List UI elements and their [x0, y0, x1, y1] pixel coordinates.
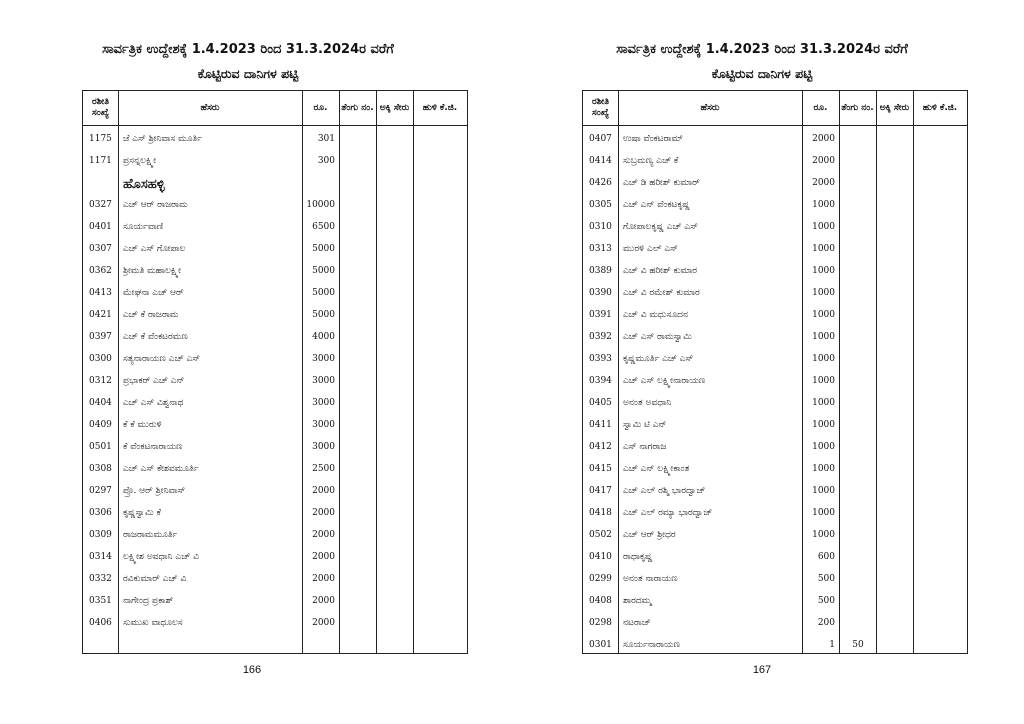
donor-name: ಗೋಪಾಲಕೃಷ್ಣ ಎಚ್ ಎಸ್ — [623, 222, 698, 232]
donor-name: ಎಚ್ ಎನ್ ಲಕ್ಷ್ಮೀಕಾಂತ — [623, 464, 690, 474]
amount-cell: 200 — [817, 618, 835, 628]
amount-cell: 1000 — [812, 332, 835, 342]
table-row — [83, 612, 467, 634]
receipt-number: 0300 — [89, 354, 112, 364]
table-row — [83, 216, 467, 238]
amount-cell: 5000 — [312, 288, 335, 298]
donor-table — [582, 90, 968, 654]
donor-name: ನಟರಾಜ್ — [623, 618, 651, 628]
receipt-number: 0417 — [589, 486, 612, 496]
table-row — [83, 502, 467, 524]
receipt-number: 0415 — [589, 464, 612, 474]
donor-name: ಎಚ್ ಆರ್ ಶ್ರೀಧರ — [623, 530, 676, 540]
receipt-number: 0411 — [589, 420, 612, 430]
receipt-number: 0312 — [89, 376, 112, 386]
receipt-number: 0406 — [89, 618, 112, 628]
table-row — [83, 524, 467, 546]
table-row — [83, 370, 467, 392]
table-row — [583, 172, 967, 194]
donor-name: ಪ್ರಸನ್ನಲಕ್ಷ್ಮೀ — [123, 156, 157, 166]
table-row — [583, 392, 967, 414]
amount-cell: 300 — [317, 156, 335, 166]
donor-name: ಉಷಾ ವೆಂಕಟರಾಮ್ — [623, 134, 683, 144]
receipt-number: 0405 — [589, 398, 612, 408]
donor-name: ಜೆ ಎಸ್ ಶ್ರೀನಿವಾಸ ಮೂರ್ತಿ — [123, 134, 202, 144]
header-name: ಹೆಸರು — [200, 102, 220, 113]
amount-cell: 5000 — [312, 244, 335, 254]
donor-name: ಲಕ್ಷ್ಮೀಶ ಅವಧಾನಿ ಎಚ್ ವಿ — [123, 552, 199, 562]
header-amount: ರೂ. — [813, 102, 828, 113]
receipt-number: 0401 — [89, 222, 112, 232]
receipt-number: 0327 — [89, 200, 112, 210]
donor-name: ಎಚ್ ಎಸ್ ಗೋಪಾಲ — [123, 244, 186, 254]
section-heading: ಹೊಸಹಳ್ಳಿ — [123, 177, 165, 192]
receipt-number: 0306 — [89, 508, 112, 518]
table-row — [83, 392, 467, 414]
receipt-number: 0389 — [589, 266, 612, 276]
page-title-line2: ಕೊಟ್ಟಿರುವ ದಾನಿಗಳ ಪಟ್ಟಿ — [711, 66, 813, 81]
donor-name: ಸುಮುಖ ವಾಧೂಲಸ — [123, 618, 183, 628]
table-row — [83, 194, 467, 216]
table-row — [583, 348, 967, 370]
donor-name: ಎಚ್ ವಿ ರಮೇಶ್ ಕುಮಾರ — [623, 288, 700, 298]
amount-cell: 1000 — [812, 442, 835, 452]
table-row — [583, 546, 967, 568]
table-row — [583, 458, 967, 480]
amount-cell: 1000 — [812, 376, 835, 386]
receipt-number: 0501 — [89, 442, 112, 452]
donor-name: ಕೆ ಕೆ ಮುರುಳಿ — [123, 420, 162, 430]
header-tamarind: ಹುಳಿ ಕೆ.ಜಿ. — [422, 102, 458, 113]
table-row — [83, 348, 467, 370]
amount-cell: 3000 — [312, 442, 335, 452]
amount-cell: 3000 — [312, 354, 335, 364]
header-receipt-no: ರಶೀತಿ ಸಂಖ್ಯೆ — [591, 97, 610, 118]
donor-name: ಪ್ರಭಾಕರ್ ಎಚ್ ಎನ್ — [123, 376, 185, 386]
table-row — [83, 568, 467, 590]
table-row — [583, 414, 967, 436]
donor-name: ಪ್ರೊ. ಆರ್ ಶ್ರೀನಿವಾಸ್ — [123, 486, 186, 496]
table-row — [83, 480, 467, 502]
receipt-number: 0297 — [89, 486, 112, 496]
table-row — [583, 634, 967, 656]
receipt-number: 0390 — [589, 288, 612, 298]
table-row — [583, 326, 967, 348]
receipt-number: 0308 — [89, 464, 112, 474]
table-row — [583, 436, 967, 458]
receipt-number: 0307 — [89, 244, 112, 254]
amount-cell: 2000 — [312, 530, 335, 540]
donor-name: ಅನಂತ ಅವಧಾನಿ — [623, 398, 672, 408]
amount-cell: 1000 — [812, 244, 835, 254]
amount-cell: 1000 — [812, 508, 835, 518]
table-row — [83, 326, 467, 348]
receipt-number: 0502 — [589, 530, 612, 540]
donor-name: ಎಚ್ ಎನ್ ವೆಂಕಟಕೃಷ್ಣ — [623, 200, 690, 210]
receipt-number: 0412 — [589, 442, 612, 452]
amount-cell: 2000 — [312, 486, 335, 496]
amount-cell: 4000 — [312, 332, 335, 342]
receipt-number: 0394 — [589, 376, 612, 386]
receipt-number: 0362 — [89, 266, 112, 276]
donor-name: ಶಾರದಮ್ಮ — [623, 596, 652, 606]
table-row — [583, 128, 967, 150]
amount-cell: 2500 — [312, 464, 335, 474]
donor-name: ಎಚ್ ವಿ ಮಧುಸೂದನ — [623, 310, 688, 320]
donor-name: ಎಚ್ ಎಸ್ ವಿಶ್ವನಾಥ — [123, 398, 184, 408]
donor-name: ಮೇಘನಾ ಎಚ್ ಆರ್ — [123, 288, 184, 298]
receipt-number: 0305 — [589, 200, 612, 210]
table-row — [83, 414, 467, 436]
table-row — [583, 282, 967, 304]
amount-cell: 3000 — [312, 398, 335, 408]
amount-cell: 2000 — [312, 508, 335, 518]
receipt-number: 0393 — [589, 354, 612, 364]
header-amount: ರೂ. — [313, 102, 328, 113]
amount-cell: 301 — [317, 134, 335, 144]
amount-cell: 1000 — [812, 222, 835, 232]
table-row — [83, 546, 467, 568]
donor-name: ಕೆ ವೆಂಕಟನಾರಾಯಣ — [123, 442, 183, 452]
receipt-number: 0408 — [589, 596, 612, 606]
receipt-number: 0310 — [589, 222, 612, 232]
page-title-line1: ಸಾರ್ವತ್ರಿಕ ಉದ್ದೇಶಕ್ಕೆ 1.4.2023 ರಿಂದ 31.3.2024ರ ವರೆಗೆ — [102, 42, 394, 57]
donor-name: ರವಿಕುಮಾರ್ ಎಚ್ ವಿ — [123, 574, 187, 584]
donor-name: ಸ್ವಾಮಿ ಟಿ ಎನ್ — [623, 420, 667, 430]
receipt-number: 0313 — [589, 244, 612, 254]
amount-cell: 500 — [817, 574, 835, 584]
page-number: 166 — [242, 664, 262, 676]
amount-cell: 1000 — [812, 398, 835, 408]
page-title-line1: ಸಾರ್ವತ್ರಿಕ ಉದ್ದೇಶಕ್ಕೆ 1.4.2023 ರಿಂದ 31.3.2024ರ ವರೆಗೆ — [616, 42, 908, 57]
receipt-number: 0421 — [89, 310, 112, 320]
amount-cell: 2000 — [812, 134, 835, 144]
donor-table — [82, 90, 468, 654]
donor-name: ಎಚ್ ವಿ ಹರೀಶ್ ಕುಮಾರ — [623, 266, 698, 276]
receipt-number: 0301 — [589, 640, 612, 650]
header-coconut: ತೆಂಗು ನಂ. — [841, 102, 874, 113]
receipt-number: 0314 — [89, 552, 112, 562]
amount-cell: 1000 — [812, 288, 835, 298]
table-row — [583, 150, 967, 172]
donor-name: ಕೃಷ್ಣಸ್ವಾಮಿ ಕೆ — [123, 508, 161, 518]
donor-name: ರಾಧಾಕೃಷ್ಣ — [623, 552, 653, 562]
amount-cell: 3000 — [312, 420, 335, 430]
coconut-cell: 50 — [852, 640, 864, 650]
table-row — [83, 260, 467, 282]
table-row — [83, 304, 467, 326]
amount-cell: 2000 — [812, 178, 835, 188]
table-row — [583, 524, 967, 546]
amount-cell: 1000 — [812, 464, 835, 474]
receipt-number: 0397 — [89, 332, 112, 342]
amount-cell: 10000 — [306, 200, 335, 210]
receipt-number: 0391 — [589, 310, 612, 320]
receipt-number: 0332 — [89, 574, 112, 584]
header-coconut: ತೆಂಗು ನಂ. — [341, 102, 374, 113]
amount-cell: 5000 — [312, 310, 335, 320]
amount-cell: 1000 — [812, 354, 835, 364]
amount-cell: 600 — [817, 552, 835, 562]
table-row — [583, 612, 967, 634]
table-row — [583, 304, 967, 326]
amount-cell — [293, 174, 335, 196]
header-divider — [83, 125, 467, 126]
receipt-number: 1171 — [89, 156, 112, 166]
receipt-number: 0410 — [589, 552, 612, 562]
donor-name: ನಾಗೇಂದ್ರ ಪ್ರಕಾಶ್ — [123, 596, 174, 606]
donor-name: ಎಚ್ ಡಿ ಹರೀಶ್ ಕುಮಾರ್ — [623, 178, 700, 188]
section-heading-row — [83, 174, 467, 196]
table-row — [83, 590, 467, 612]
amount-cell: 2000 — [312, 596, 335, 606]
receipt-number: 0413 — [89, 288, 112, 298]
receipt-number: 0298 — [589, 618, 612, 628]
page-number: 167 — [752, 664, 772, 676]
header-tamarind: ಹುಳಿ ಕೆ.ಜಿ. — [922, 102, 958, 113]
donor-name: ಎಚ್ ಎಲ್ ರಶ್ಮಿ ಭಾರದ್ವಾಜ್ — [623, 486, 706, 496]
right-page — [512, 0, 1024, 724]
table-row — [83, 238, 467, 260]
amount-cell: 1 — [829, 640, 835, 650]
table-row — [83, 282, 467, 304]
table-row — [83, 150, 467, 172]
receipt-number: 0409 — [89, 420, 112, 430]
receipt-number: 0309 — [89, 530, 112, 540]
donor-name: ಸೂರ್ಯನಾರಾಯಣ — [623, 640, 680, 650]
table-row — [583, 238, 967, 260]
donor-name: ರಾಜರಾಮಮೂರ್ತಿ — [123, 530, 178, 540]
page-title-line2: ಕೊಟ್ಟಿರುವ ದಾನಿಗಳ ಪಟ್ಟಿ — [197, 66, 299, 81]
table-row — [583, 590, 967, 612]
donor-name: ಎಚ್ ಎಸ್ ಲಕ್ಷ್ಮೀನಾರಾಯಣ — [623, 376, 706, 386]
amount-cell: 5000 — [312, 266, 335, 276]
amount-cell: 1000 — [812, 310, 835, 320]
receipt-number: 1175 — [89, 134, 112, 144]
donor-name: ಎಚ್ ಆರ್ ರಾಜರಾಮ — [123, 200, 188, 210]
amount-cell: 2000 — [312, 574, 335, 584]
donor-name: ಎಚ್ ಕೆ ರಾಜರಾಮ — [123, 310, 179, 320]
receipt-number: 0299 — [589, 574, 612, 584]
receipt-number: 0418 — [589, 508, 612, 518]
amount-cell: 6500 — [312, 222, 335, 232]
receipt-number: 0407 — [589, 134, 612, 144]
donor-name: ಸತ್ಯನಾರಾಯಣ ಎಚ್ ಎಸ್ — [123, 354, 200, 364]
donor-name: ಶ್ರೀಮತಿ ಮಹಾಲಕ್ಷ್ಮೀ — [123, 266, 182, 276]
donor-name: ಎಸ್ ನಾಗರಾಜ — [623, 442, 667, 452]
donor-name: ಅನಂತ ನಾರಾಯಣ — [623, 574, 678, 584]
table-row — [583, 568, 967, 590]
receipt-number: 0426 — [589, 178, 612, 188]
table-row — [583, 370, 967, 392]
table-row — [583, 216, 967, 238]
header-receipt-no: ರಶೀತಿ ಸಂಖ್ಯೆ — [91, 97, 110, 118]
receipt-number: 0351 — [89, 596, 112, 606]
table-row — [83, 128, 467, 150]
receipt-number: 0404 — [89, 398, 112, 408]
donor-name: ಎಚ್ ಎಲ್ ರಮ್ಯಾ ಭಾರದ್ವಾಜ್ — [623, 508, 713, 518]
amount-cell: 1000 — [812, 200, 835, 210]
table-row — [83, 458, 467, 480]
table-row — [583, 502, 967, 524]
header-name: ಹೆಸರು — [700, 102, 720, 113]
amount-cell: 1000 — [812, 530, 835, 540]
amount-cell: 1000 — [812, 266, 835, 276]
amount-cell: 2000 — [812, 156, 835, 166]
donor-name: ಮುರಳಿ ಎಲ್ ಎಸ್ — [623, 244, 678, 254]
receipt-number: 0392 — [589, 332, 612, 342]
header-rice: ಅಕ್ಕಿ ಸೇರು — [879, 102, 910, 113]
header-divider — [583, 125, 967, 126]
donor-name: ಎಚ್ ಎಸ್ ರಾಮಸ್ವಾಮಿ — [623, 332, 692, 342]
table-row — [583, 480, 967, 502]
donor-name: ಸೂರ್ಯವಾಣಿ — [123, 222, 164, 232]
amount-cell: 500 — [817, 596, 835, 606]
donor-name: ಕೃಷ್ಣಮೂರ್ತಿ ಎಚ್ ಎಸ್ — [623, 354, 694, 364]
donor-name: ಎಚ್ ಎಸ್ ಕೇಶವಮೂರ್ತಿ — [123, 464, 199, 474]
receipt-number — [89, 174, 119, 196]
table-row — [583, 194, 967, 216]
amount-cell: 1000 — [812, 486, 835, 496]
donor-name: ಸುಬ್ರಮಣ್ಯ ಎಚ್ ಕೆ — [623, 156, 679, 166]
amount-cell: 2000 — [312, 552, 335, 562]
receipt-number: 0414 — [589, 156, 612, 166]
table-row — [83, 436, 467, 458]
donor-name: ಎಚ್ ಕೆ ವೆಂಕಟರಮಣ — [123, 332, 188, 342]
amount-cell: 1000 — [812, 420, 835, 430]
amount-cell: 3000 — [312, 376, 335, 386]
amount-cell: 2000 — [312, 618, 335, 628]
table-row — [583, 260, 967, 282]
header-rice: ಅಕ್ಕಿ ಸೇರು — [379, 102, 410, 113]
